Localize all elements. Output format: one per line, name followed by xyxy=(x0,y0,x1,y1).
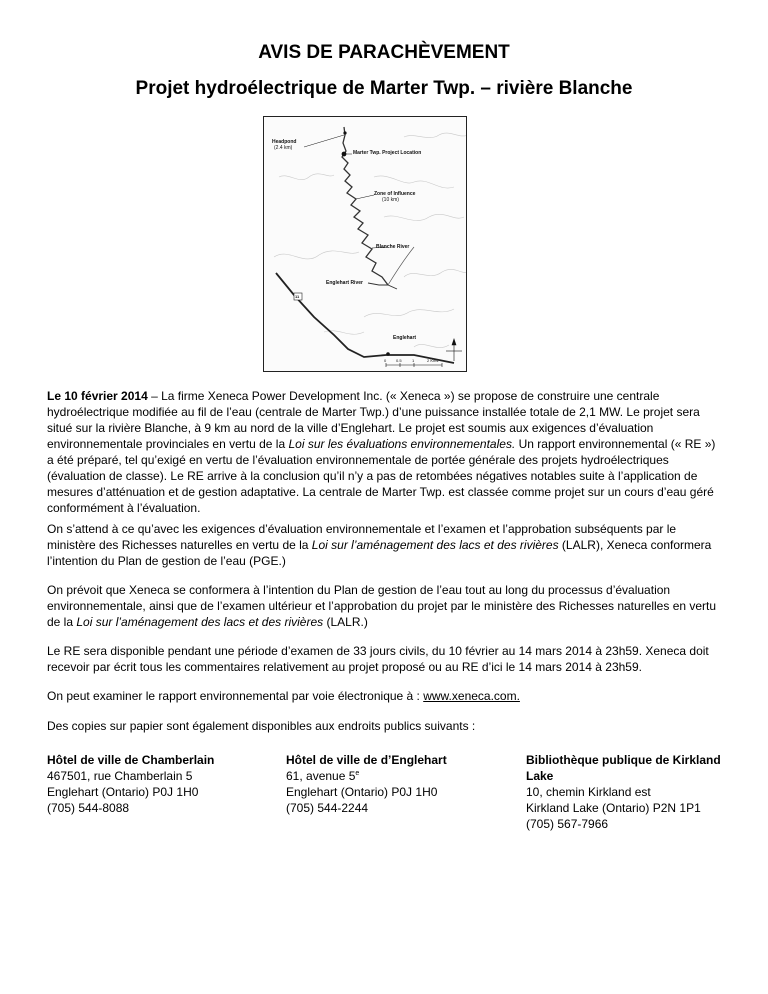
map-label-project-location: Marter Twp. Project Location xyxy=(353,150,422,156)
paragraph-paper-copies: Des copies sur papier sont également disponibles aux endroits publics suivants : xyxy=(47,719,476,733)
location-city: Englehart (Ontario) P0J 1H0 xyxy=(47,785,199,799)
map-scale-2: 2 Kms xyxy=(427,358,439,363)
map-label-zone-size: (10 km) xyxy=(382,197,399,203)
map-label-zone-of-influence: Zone of Influence xyxy=(374,191,416,197)
location-kirkland-lake xyxy=(526,752,726,832)
map-label-englehart-river: Englehart River xyxy=(326,280,363,286)
project-title: Projet hydroélectrique de Marter Twp. – rivière Blanche xyxy=(135,78,633,99)
map-scale-0: 0 xyxy=(384,358,387,363)
paragraph-online-text: On peut examiner le rapport environnemental par voie électronique à : xyxy=(47,689,424,703)
paragraph-online xyxy=(47,688,722,704)
location-street-sup: e xyxy=(355,770,360,777)
location-street: 10, chemin Kirkland est xyxy=(526,785,651,799)
paragraph-intro-text-a: – La firme Xeneca Power Development Inc. (« Xeneca ») se propose de construire une centrale hydroélectrique modifiée au fil de l’eau (centrale de Marter Twp.) d’une puissance installée totale de 2,1 MW. Le projet sera situé sur la rivière Blanche, à 9 km au nord de la ville d’Englehart. Le projet est soumis aux exigences d’évaluation environnementale provinciales en vertu de la xyxy=(47,389,700,451)
location-name: Hôtel de ville de d’Englehart xyxy=(286,753,447,767)
paragraph-compliance-text-b: (LALR.) xyxy=(323,615,368,629)
map-label-headpond: Headpond xyxy=(272,139,297,145)
location-phone: (705) 567-7966 xyxy=(526,817,609,831)
map-label-highway: 11 xyxy=(295,294,300,299)
paragraph-intro-text-b: Un rapport environnemental (« RE ») a été préparé, tel qu’exigé en vertu de l’évaluation environnementale de portée générale des projets hydroélectriques (évaluation de classe). Le RE arrive à la conclusion qu’il n’y a pas de retombées négatives notables suite à l’application de mesures d’atténuation et de gestion adaptative. La centrale de Marter Twp. est classée comme projet sur un cours d’eau géré conformément à l’évaluation. xyxy=(47,437,716,515)
englehart-river-line xyxy=(368,283,397,289)
location-name: Bibliothèque publique de Kirkland Lake xyxy=(526,753,721,783)
paragraph-compliance xyxy=(47,582,722,630)
map-label-headpond-size: (2.4 km) xyxy=(274,145,293,151)
act-name-lrla-2: Loi sur l’aménagement des lacs et des rivières xyxy=(76,615,324,629)
map-label-englehart: Englehart xyxy=(393,335,417,341)
location-englehart xyxy=(286,752,486,816)
paragraph-expectation-text-a: On s’attend à ce qu’avec les exigences d’évaluation environnementale et l’examen et l’approbation subséquents par le ministère des Richesses naturelles en vertu de la xyxy=(47,522,677,552)
paragraph-expectation-text-b: (LALR), Xeneca conformera l’intention du Plan de gestion de l’eau (PGE.) xyxy=(47,538,712,568)
paragraph-expectation xyxy=(47,521,722,569)
project-location-map xyxy=(263,116,467,372)
location-name: Hôtel de ville de Chamberlain xyxy=(47,753,215,767)
highway-11-line xyxy=(276,273,454,363)
paragraph-review-period: Le RE sera disponible pendant une période d’examen de 33 jours civils, du 10 février au 14 mars 2014 à 23h59. Xeneca doit recevoir par écrit tous les commentaires relativement au projet proposé ou au RE d’ici le 14 mars 2014 à 23h59. xyxy=(47,644,709,674)
act-name-ea: Loi sur les évaluations environnementales. xyxy=(288,437,516,451)
location-street xyxy=(286,768,486,784)
xeneca-website-link[interactable]: www.xeneca.com. xyxy=(423,689,520,703)
location-phone: (705) 544-8088 xyxy=(47,801,130,815)
location-phone: (705) 544-2244 xyxy=(286,801,369,815)
map-scale-1: 1 xyxy=(412,358,415,363)
paragraph-compliance-text-a: On prévoit que Xeneca se conformera à l’intention du Plan de gestion de l’eau tout au long du processus d’évaluation environnementale, ainsi que de l’examen ultérieur et l’approbation du projet par le ministère des Richesses naturelles en vertu de la xyxy=(47,583,717,629)
location-city: Englehart (Ontario) P0J 1H0 xyxy=(286,785,438,799)
paragraph-intro xyxy=(47,388,722,516)
map-scale-05: 0.5 xyxy=(396,358,402,363)
location-street-text: 61, avenue 5 xyxy=(286,769,356,783)
notice-title: AVIS DE PARACHÈVEMENT xyxy=(258,42,510,63)
location-chamberlain xyxy=(47,752,247,816)
location-street: 467501, rue Chamberlain 5 xyxy=(47,769,193,783)
act-name-lrla: Loi sur l’aménagement des lacs et des rivières xyxy=(311,538,559,552)
location-city: Kirkland Lake (Ontario) P2N 1P1 xyxy=(526,801,701,815)
map-label-blanche-river: Blanche River xyxy=(376,244,410,250)
notice-date: Le 10 février 2014 xyxy=(47,389,148,403)
